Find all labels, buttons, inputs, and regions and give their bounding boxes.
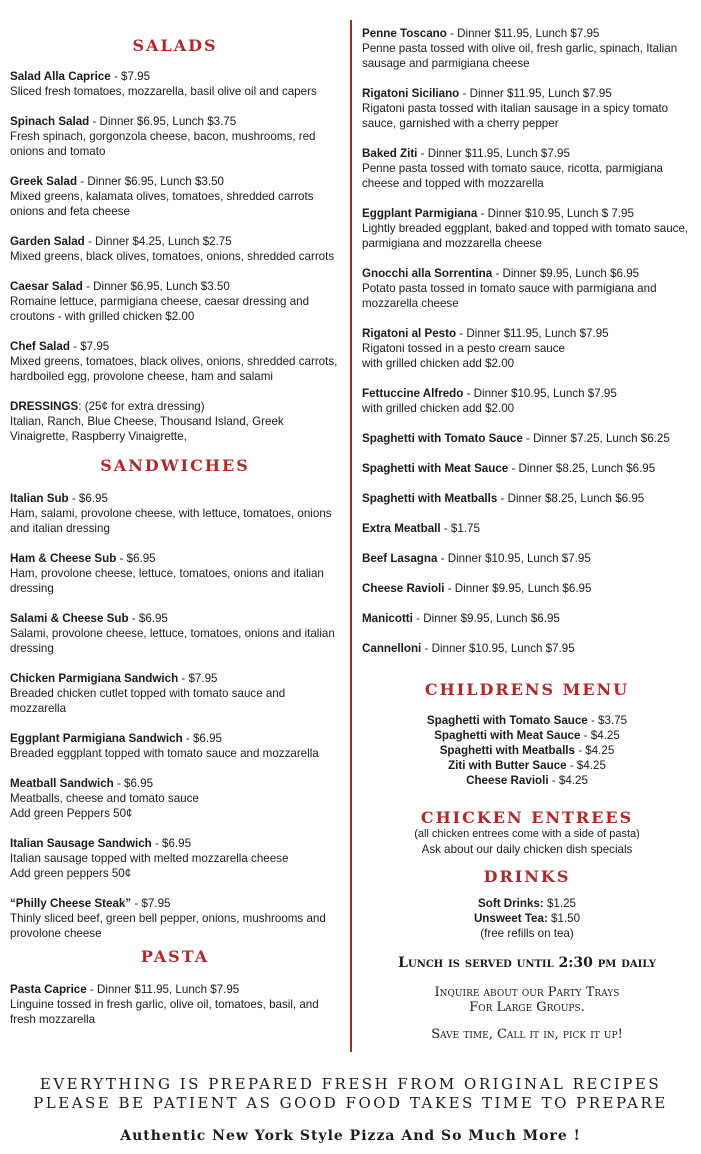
childrens-list (362, 713, 692, 788)
item-spacer (362, 416, 692, 431)
item-price: - Dinner $11.95, Lunch $7.95 (456, 327, 609, 340)
item-name: Pasta Caprice (10, 983, 87, 996)
salad-item (10, 114, 340, 159)
item-name: Salami & Cheese Sub (10, 612, 129, 625)
sandwich-item (10, 731, 340, 761)
drinks-list (362, 896, 692, 926)
item-spacer (10, 536, 340, 551)
drinks-note: (free refills on tea) (480, 927, 574, 940)
item-spacer (362, 446, 692, 461)
item-price: - Dinner $6.95, Lunch $3.75 (89, 115, 237, 128)
item-price: - Dinner $9.95, Lunch $6.95 (412, 612, 560, 625)
salad-item (10, 234, 340, 264)
salad-item (10, 279, 340, 324)
item-spacer (362, 566, 692, 581)
item-spacer (10, 324, 340, 339)
item-name: Cheese Ravioli (362, 582, 445, 595)
item-name: Extra Meatball (362, 522, 441, 535)
item-name: Italian Sub (10, 492, 69, 505)
item-spacer (10, 219, 340, 234)
pasta-item (10, 982, 340, 1027)
item-price: - $4.25 (580, 729, 620, 742)
chicken-entrees-heading: CHICKEN ENTREES (420, 808, 634, 827)
footer-line2: PLEASE BE PATIENT AS GOOD FOOD TAKES TIME TO PREPARE (33, 1094, 668, 1112)
item-price: - $6.95 (68, 492, 108, 505)
pasta-item (362, 491, 692, 506)
item-price: - Dinner $11.95, Lunch $7.95 (417, 147, 570, 160)
item-name: Eggplant Parmigiana (362, 207, 478, 220)
item-name: Ziti with Butter Sauce (448, 759, 567, 772)
item-price: - Dinner $9.95, Lunch $6.95 (444, 582, 592, 595)
item-price: - $4.25 (566, 759, 606, 772)
item-spacer (362, 71, 692, 86)
sandwich-item (10, 836, 340, 881)
item-name: Ham & Cheese Sub (10, 552, 117, 565)
item-name: Spaghetti with Meat Sauce (362, 462, 509, 475)
childrens-item (362, 713, 692, 728)
item-price: - Dinner $10.95, Lunch $7.95 (463, 387, 617, 400)
item-price: - $6.95 (151, 837, 192, 850)
item-description: Mixed greens, black olives, tomatoes, onions, shredded carrots (10, 250, 335, 263)
item-spacer (10, 821, 340, 836)
party-trays-line1: Inquire about our Party Trays (434, 985, 620, 1000)
item-price: - Dinner $10.95, Lunch $7.95 (437, 552, 591, 565)
item-price: - $6.95 (113, 777, 154, 790)
left-column (10, 0, 340, 1027)
pasta-heading: PASTA (140, 947, 210, 966)
pasta-item (362, 431, 692, 446)
item-spacer (362, 536, 692, 551)
item-spacer (10, 656, 340, 671)
salads-heading: SALADS (132, 36, 218, 55)
item-description: with grilled chicken add $2.00 (362, 402, 515, 415)
salad-item (10, 339, 340, 384)
item-name: Soft Drinks: (478, 897, 544, 910)
item-price: - Dinner $8.25, Lunch $6.95 (497, 492, 645, 505)
item-price: $1.50 (547, 912, 581, 925)
item-price: - $7.95 (110, 70, 151, 83)
pasta-item (362, 86, 692, 131)
drinks-heading: DRINKS (483, 867, 571, 886)
item-price: - Dinner $10.95, Lunch $ 7.95 (477, 207, 634, 220)
item-price: - $7.95 (178, 672, 218, 685)
item-price: - Dinner $7.25, Lunch $6.25 (522, 432, 670, 445)
item-name: Fettuccine Alfredo (362, 387, 464, 400)
childrens-item (362, 773, 692, 788)
pasta-item (362, 146, 692, 191)
pasta-item (362, 521, 692, 536)
item-price: - Dinner $11.95, Lunch $7.95 (446, 27, 600, 40)
item-name: Garden Salad (10, 235, 85, 248)
salad-item (10, 174, 340, 219)
pasta-item (362, 641, 692, 656)
chicken-specials: Ask about our daily chicken dish specials (421, 843, 633, 856)
salad-item (10, 399, 340, 444)
drink-item (362, 911, 692, 926)
childrens-item (362, 743, 692, 758)
item-spacer (10, 384, 340, 399)
item-price: $1.25 (543, 897, 576, 910)
item-name: Beef Lasagna (362, 552, 438, 565)
item-spacer (362, 191, 692, 206)
pasta-list (10, 982, 340, 1027)
item-price: - $4.25 (548, 774, 588, 787)
item-name: Spaghetti with Meat Sauce (434, 729, 581, 742)
item-price: - Dinner $9.95, Lunch $6.95 (492, 267, 640, 280)
pasta-item (362, 611, 692, 626)
pasta-item (362, 581, 692, 596)
item-spacer (10, 881, 340, 896)
item-name: Unsweet Tea: (473, 912, 548, 925)
item-name: “Philly Cheese Steak” (10, 897, 132, 910)
item-name: DRESSINGS (10, 400, 79, 413)
item-spacer (362, 371, 692, 386)
pasta-desc-list (362, 26, 692, 431)
item-price: - $3.75 (587, 714, 628, 727)
item-price: : (25¢ for extra dressing) (78, 400, 205, 413)
footer-line1: EVERYTHING IS PREPARED FRESH FROM ORIGINAL RECIPES (39, 1075, 662, 1093)
item-price: - $1.75 (440, 522, 480, 535)
item-price: - Dinner $11.95, Lunch $7.95 (459, 87, 612, 100)
column-divider (350, 20, 352, 1052)
sandwiches-list (10, 491, 340, 941)
sandwich-item (10, 551, 340, 596)
item-price: - $6.95 (116, 552, 156, 565)
childrens-item (362, 758, 692, 773)
item-name: Rigatoni Siciliano (362, 87, 460, 100)
item-spacer (10, 99, 340, 114)
item-description: Italian, Ranch, Blue Cheese, Thousand Island, Greek Vinaigrette, Raspberry Vinaigrette, (10, 415, 284, 443)
item-name: Baked Ziti (362, 147, 418, 160)
pasta-item (362, 386, 692, 416)
item-name: Chicken Parmigiana Sandwich (10, 672, 179, 685)
item-spacer (10, 596, 340, 611)
item-description: Sliced fresh tomatoes, mozzarella, basil olive oil and capers (10, 85, 317, 98)
item-spacer (362, 626, 692, 641)
item-name: Spaghetti with Meatballs (362, 492, 498, 505)
item-price: - Dinner $6.95, Lunch $3.50 (77, 175, 224, 188)
item-spacer (362, 251, 692, 266)
item-name: Spaghetti with Meatballs (439, 744, 575, 757)
item-description: Italian sausage topped with melted mozzarella cheese Add green peppers 50¢ (10, 852, 289, 880)
item-description: Potato pasta tossed in tomato sauce with parmigiana and mozzarella cheese (362, 282, 657, 310)
item-name: Caesar Salad (10, 280, 83, 293)
item-price: - Dinner $8.25, Lunch $6.95 (508, 462, 656, 475)
right-column (362, 0, 692, 1042)
item-name: Chef Salad (10, 340, 70, 353)
item-spacer (362, 476, 692, 491)
childrens-item (362, 728, 692, 743)
item-price: - Dinner $4.25, Lunch $2.75 (84, 235, 232, 248)
item-description: Romaine lettuce, parmigiana cheese, caesar dressing and croutons - with grilled chicken $2.00 (10, 295, 310, 323)
drink-item (362, 896, 692, 911)
item-name: Spaghetti with Tomato Sauce (426, 714, 588, 727)
call-in-notice: Save time, Call it in, pick it up! (431, 1027, 623, 1042)
item-price: - $6.95 (182, 732, 222, 745)
item-name: Salad Alla Caprice (10, 70, 111, 83)
item-spacer (362, 506, 692, 521)
item-name: Penne Toscano (362, 27, 447, 40)
pasta-item (362, 266, 692, 311)
item-price: - $4.25 (574, 744, 615, 757)
item-description: Salami, provolone cheese, lettuce, tomatoes, onions and italian dressing (10, 627, 335, 655)
item-description: Fresh spinach, gorgonzola cheese, bacon, mushrooms, red onions and tomato (10, 130, 316, 158)
salads-list (10, 69, 340, 444)
item-description: Ham, salami, provolone cheese, with lettuce, tomatoes, onions and italian dressing (10, 507, 332, 535)
item-price: - Dinner $10.95, Lunch $7.95 (421, 642, 575, 655)
item-name: Spaghetti with Tomato Sauce (362, 432, 523, 445)
pasta-item (362, 461, 692, 476)
item-spacer (10, 159, 340, 174)
item-name: Greek Salad (10, 175, 78, 188)
pasta-item (362, 551, 692, 566)
item-name: Cannelloni (362, 642, 422, 655)
item-name: Spinach Salad (10, 115, 90, 128)
sandwiches-heading: SANDWICHES (100, 456, 250, 475)
item-description: Breaded chicken cutlet topped with tomato sauce and mozzarella (10, 687, 286, 715)
item-description: Penne pasta tossed with olive oil, fresh garlic, spinach, Italian sausage and parmigiana cheese (362, 42, 678, 70)
item-price: - $7.95 (69, 340, 110, 353)
item-description: Thinly sliced beef, green bell pepper, onions, mushrooms and provolone cheese (10, 912, 326, 940)
item-name: Rigatoni al Pesto (362, 327, 457, 340)
sandwich-item (10, 896, 340, 941)
item-price: - Dinner $6.95, Lunch $3.50 (82, 280, 230, 293)
party-trays-line2: For Large Groups. (469, 1000, 585, 1015)
pasta-item (362, 206, 692, 251)
item-description: Rigatoni tossed in a pesto cream sauce with grilled chicken add $2.00 (362, 342, 566, 370)
item-spacer (362, 311, 692, 326)
item-description: Mixed greens, kalamata olives, tomatoes, shredded carrots onions and feta cheese (10, 190, 314, 218)
footer-fresh-notice (0, 1075, 701, 1113)
item-name: Cheese Ravioli (466, 774, 549, 787)
item-spacer (10, 264, 340, 279)
item-description: Mixed greens, tomatoes, black olives, onions, shredded carrots, hardboiled egg, provolone cheese, ham and salami (10, 355, 338, 383)
item-name: Gnocchi alla Sorrentina (362, 267, 493, 280)
item-description: Breaded eggplant topped with tomato sauce and mozzarella (10, 747, 319, 760)
item-description: Rigatoni pasta tossed with italian sausage in a spicy tomato sauce, garnished with a cherry pepper (362, 102, 669, 130)
item-name: Manicotti (362, 612, 413, 625)
pasta-item (362, 26, 692, 71)
item-description: Meatballs, cheese and tomato sauce Add green Peppers 50¢ (10, 792, 199, 820)
childrens-menu-heading: CHILDRENS MENU (424, 680, 630, 699)
item-price: - $6.95 (128, 612, 168, 625)
salad-item (10, 69, 340, 99)
item-spacer (362, 596, 692, 611)
lunch-notice: Lunch is served until 2:30 pm daily (398, 955, 656, 971)
item-description: Lightly breaded eggplant, baked and topped with tomato sauce, parmigiana and mozzarella cheese (362, 222, 689, 250)
sandwich-item (10, 491, 340, 536)
item-spacer (10, 761, 340, 776)
item-spacer (10, 716, 340, 731)
item-description: Linguine tossed in fresh garlic, olive oil, tomatoes, basil, and fresh mozzarella (10, 998, 319, 1026)
item-spacer (362, 131, 692, 146)
item-name: Eggplant Parmigiana Sandwich (10, 732, 183, 745)
pasta-item (362, 326, 692, 371)
pasta-simple-list (362, 431, 692, 656)
item-description: Ham, provolone cheese, lettuce, tomatoes, onions and italian dressing (10, 567, 324, 595)
item-name: Meatball Sandwich (10, 777, 114, 790)
item-name: Italian Sausage Sandwich (10, 837, 152, 850)
footer-tagline: Authentic New York Style Pizza And So Much More ! (120, 1128, 581, 1144)
chicken-note: (all chicken entrees come with a side of pasta) (414, 828, 640, 840)
sandwich-item (10, 611, 340, 656)
item-description: Penne pasta tossed with tomato sauce, ricotta, parmigiana cheese and topped with mozzarella (362, 162, 663, 190)
item-price: - $7.95 (131, 897, 171, 910)
sandwich-item (10, 671, 340, 716)
sandwich-item (10, 776, 340, 821)
item-price: - Dinner $11.95, Lunch $7.95 (86, 983, 240, 996)
